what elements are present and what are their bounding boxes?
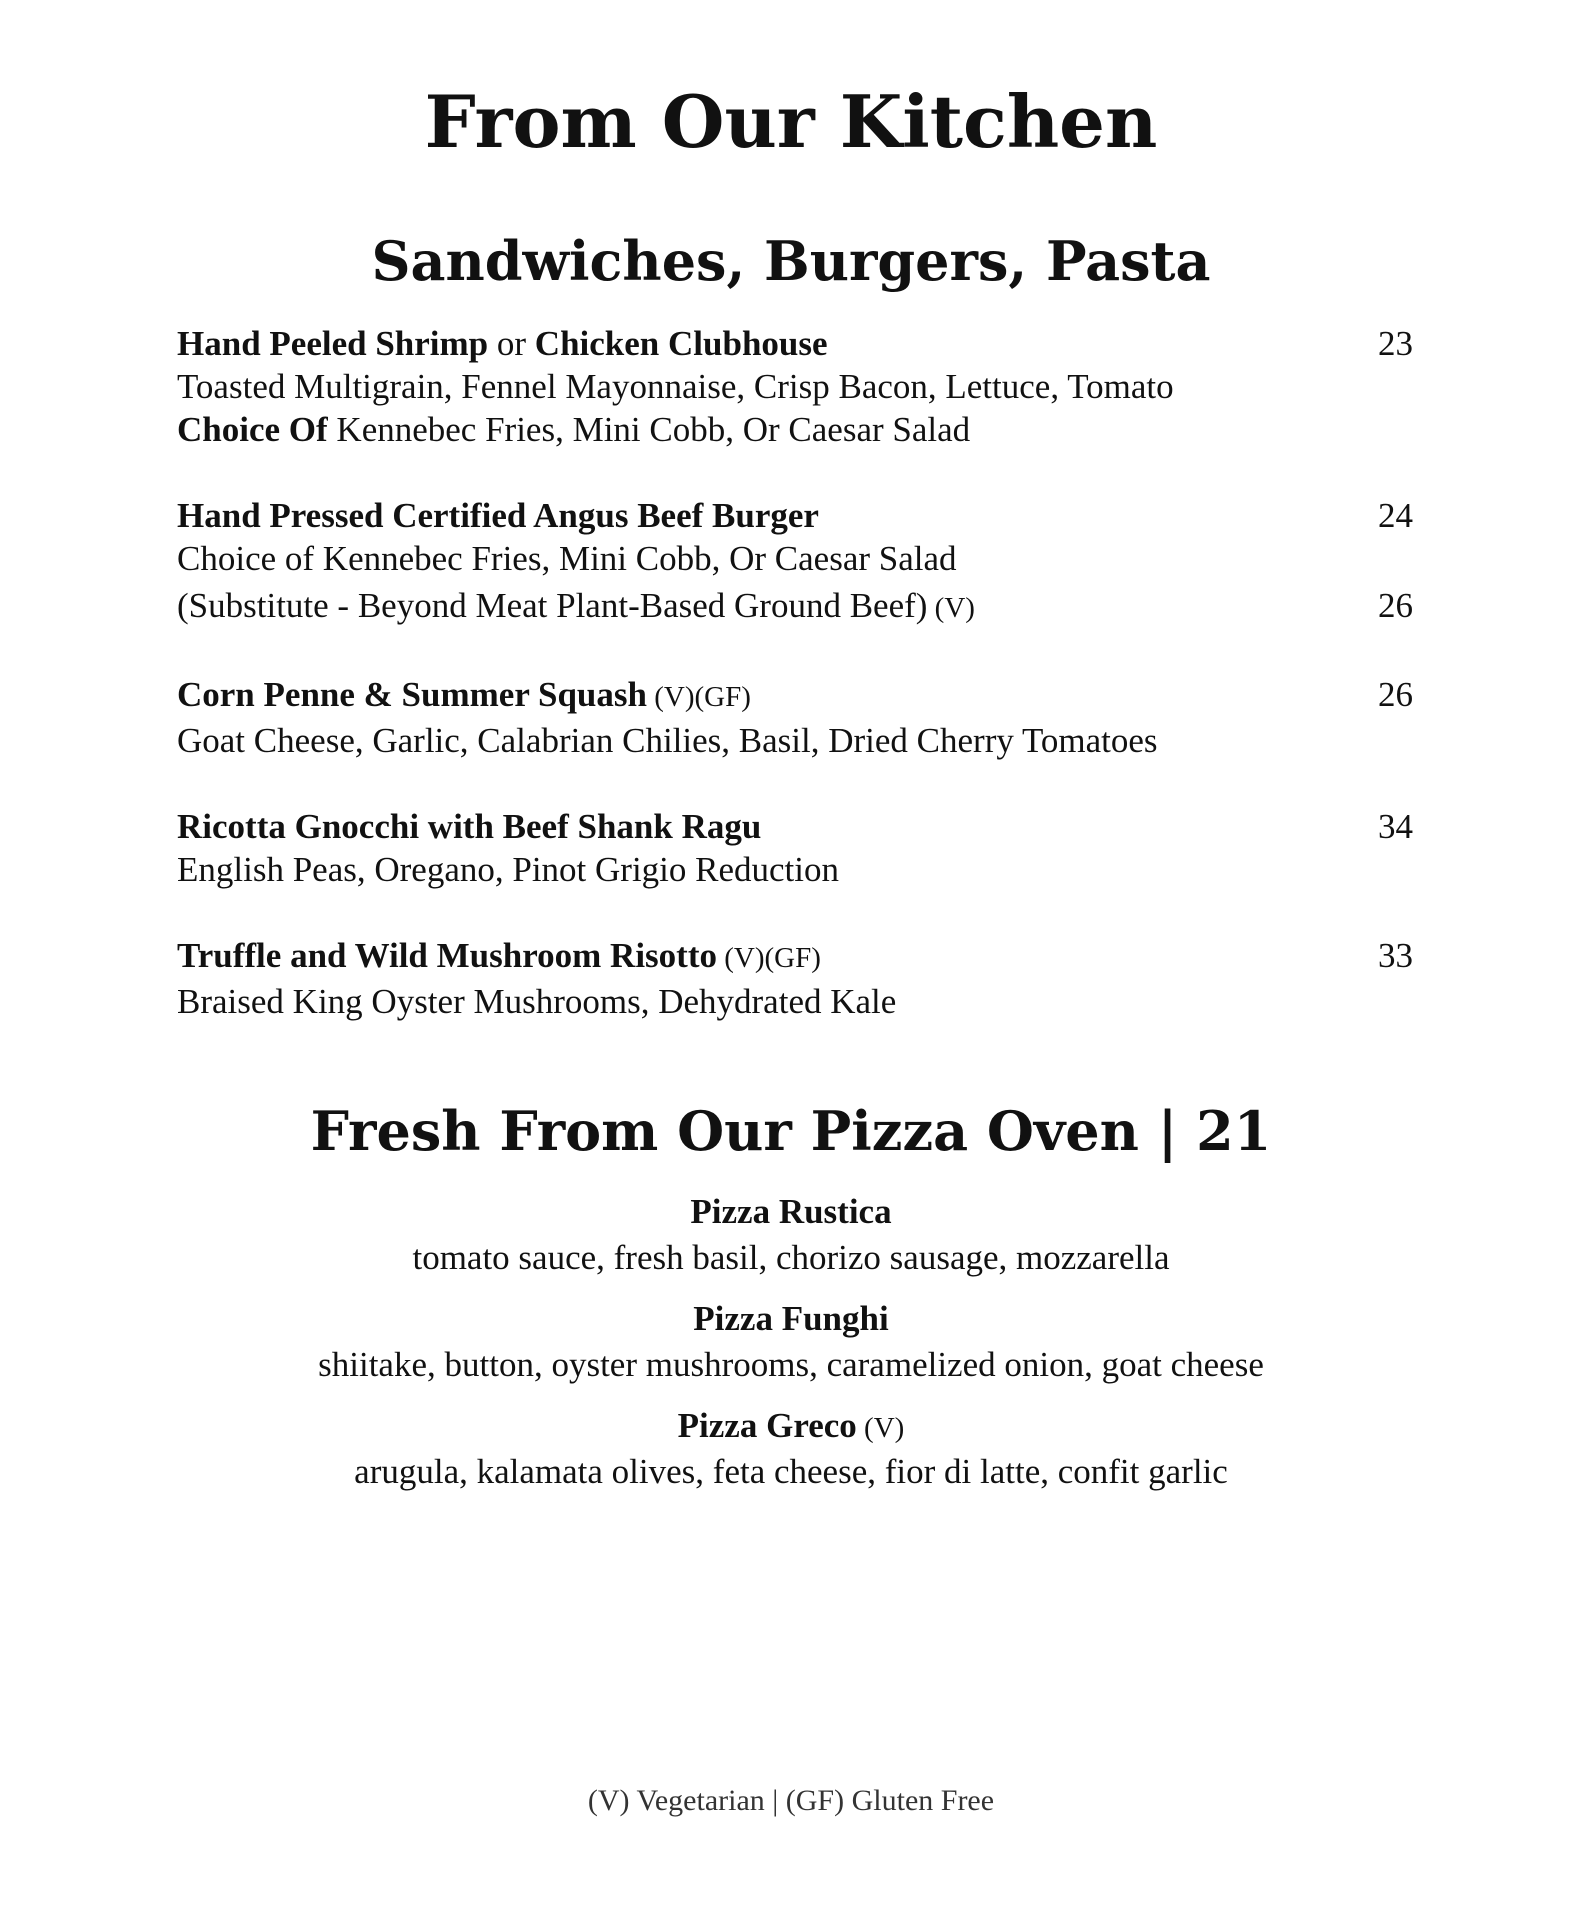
menu-item-name: Hand Peeled Shrimp bbox=[177, 324, 489, 363]
choice-label: Choice Of bbox=[177, 410, 328, 449]
menu-item bbox=[177, 494, 1413, 630]
menu-item-header bbox=[177, 322, 1413, 365]
menu-item-name: Chicken Clubhouse bbox=[534, 324, 828, 363]
menu-item bbox=[177, 934, 1413, 1023]
menu-item-header bbox=[177, 805, 1413, 848]
dietary-tags: (V)(GF) bbox=[716, 942, 821, 974]
pizza-description: tomato sauce, fresh basil, chorizo sausage, mozzarella bbox=[412, 1238, 1170, 1277]
menu-item-price: 24 bbox=[1378, 496, 1413, 535]
pizza-item bbox=[0, 1190, 1582, 1280]
dietary-tags: (V) bbox=[856, 1412, 905, 1444]
menu-item-description: Goat Cheese, Garlic, Calabrian Chilies, Basil, Dried Cherry Tomatoes bbox=[177, 721, 1158, 760]
menu-item-name: Corn Penne & Summer Squash bbox=[177, 675, 647, 714]
menu-item-description: Choice of Kennebec Fries, Mini Cobb, Or Caesar Salad bbox=[177, 539, 957, 578]
menu-item-description: Braised King Oyster Mushrooms, Dehydrated Kale bbox=[177, 982, 897, 1021]
menu-item-price: 33 bbox=[1378, 936, 1413, 975]
section-title-pizza: Fresh From Our Pizza Oven | 21 bbox=[310, 1099, 1272, 1163]
page-title: From Our Kitchen bbox=[424, 79, 1158, 164]
menu-item bbox=[177, 673, 1413, 762]
menu-item-price: 23 bbox=[1378, 324, 1413, 363]
menu-item-description: English Peas, Oregano, Pinot Grigio Reduction bbox=[177, 850, 840, 889]
vegetarian-tag: (V) bbox=[927, 592, 975, 624]
menu-item-price: 34 bbox=[1378, 807, 1413, 846]
pizza-description: arugula, kalamata olives, feta cheese, fior di latte, confit garlic bbox=[354, 1452, 1228, 1491]
menu-item-substitute bbox=[177, 584, 1413, 630]
pizza-description: shiitake, button, oyster mushrooms, caramelized onion, goat cheese bbox=[318, 1345, 1264, 1384]
pizza-item bbox=[0, 1297, 1582, 1387]
section-title-sandwiches: Sandwiches, Burgers, Pasta bbox=[371, 229, 1211, 293]
pizza-item bbox=[0, 1404, 1582, 1494]
substitute-text: (Substitute - Beyond Meat Plant-Based Ground Beef) bbox=[177, 586, 928, 625]
menu-item-name: Ricotta Gnocchi with Beef Shank Ragu bbox=[177, 807, 762, 846]
pizza-name: Pizza Greco bbox=[677, 1406, 857, 1445]
dietary-tags: (V)(GF) bbox=[646, 681, 751, 713]
pizza-name: Pizza Rustica bbox=[690, 1192, 892, 1231]
choice-text: Kennebec Fries, Mini Cobb, Or Caesar Salad bbox=[327, 410, 971, 449]
dietary-legend: (V) Vegetarian | (GF) Gluten Free bbox=[587, 1784, 995, 1817]
substitute-price: 26 bbox=[1378, 586, 1413, 625]
menu-item-name: Truffle and Wild Mushroom Risotto bbox=[177, 936, 717, 975]
menu-item-header bbox=[177, 494, 1413, 537]
menu-item-name: Hand Pressed Certified Angus Beef Burger bbox=[177, 496, 819, 535]
sandwich-menu-list bbox=[177, 322, 1413, 1066]
pizza-name: Pizza Funghi bbox=[693, 1299, 889, 1338]
menu-item-header bbox=[177, 934, 1413, 980]
menu-item-header bbox=[177, 673, 1413, 719]
menu-item-price: 26 bbox=[1378, 675, 1413, 714]
menu-item-description: Toasted Multigrain, Fennel Mayonnaise, Crisp Bacon, Lettuce, Tomato bbox=[177, 367, 1174, 406]
pizza-menu-list bbox=[0, 1190, 1582, 1511]
menu-item-connector: or bbox=[488, 324, 535, 363]
menu-item-choice bbox=[177, 408, 1413, 451]
menu-item bbox=[177, 322, 1413, 451]
menu-item bbox=[177, 805, 1413, 891]
